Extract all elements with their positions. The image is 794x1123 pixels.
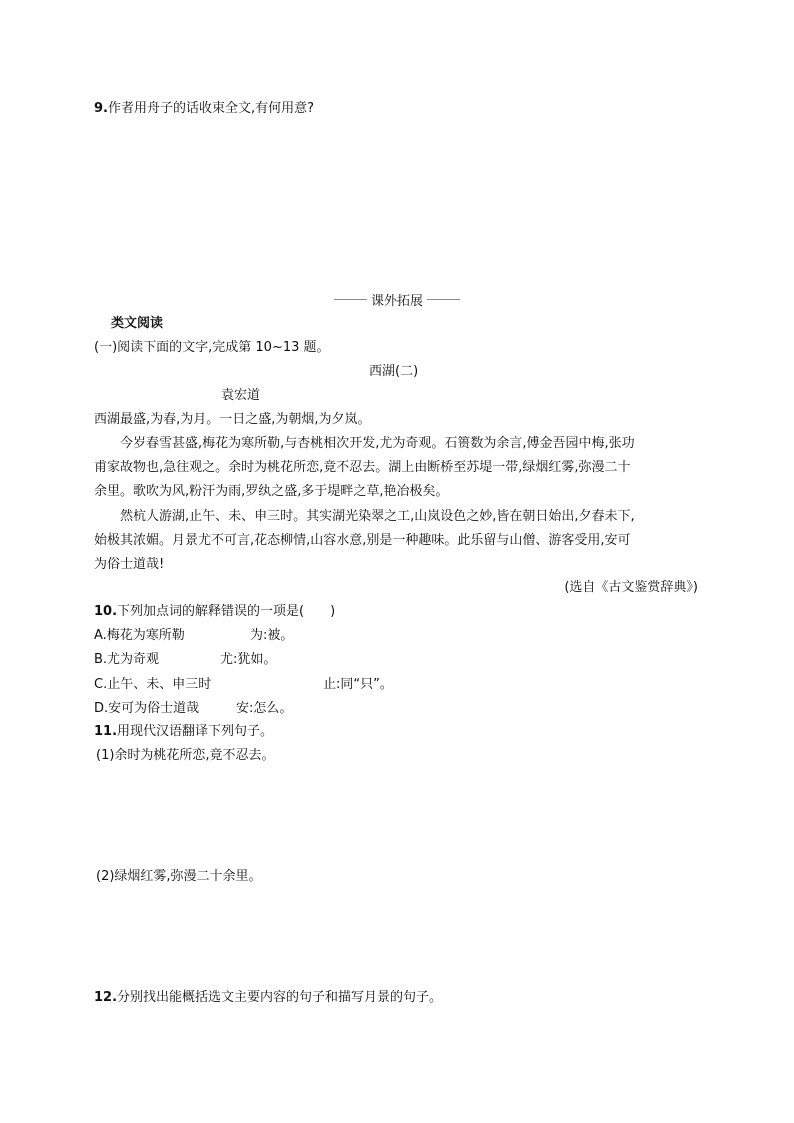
- passage-line: 今岁春雪甚盛,梅花为寒所勒,与杏桃相次开发,尤为奇观。石篑数为余言,傅金吾园中梅,张功: [120, 436, 635, 451]
- passage-line: 余里。歌吹为风,粉汗为雨,罗纨之盛,多于堤畔之草,艳冶极矣。: [94, 484, 449, 499]
- question-9: [94, 99, 314, 119]
- passage-author: 袁宏道: [221, 388, 261, 403]
- passage-title: 西湖(二): [369, 364, 419, 379]
- subsection-heading: 类文阅读: [111, 316, 164, 331]
- question-number: 10.: [94, 604, 118, 619]
- option-a: [94, 626, 185, 646]
- passage-line: 然杭人游湖,止午、未、申三时。其实湖光染翠之工,山岚设色之妙,皆在朝日始出,夕舂未下,: [120, 509, 635, 524]
- option-a-gloss: 为:被。: [250, 628, 294, 643]
- question-number: 11.: [94, 724, 118, 739]
- title-rule-left: [334, 299, 367, 300]
- question-number: 9.: [94, 101, 108, 116]
- question-text: 用现代汉语翻译下列句子。: [117, 724, 274, 739]
- title-rule-right: [427, 299, 460, 300]
- question-text: 分别找出能概括选文主要内容的句子和描写月景的句子。: [117, 990, 443, 1005]
- question-10: [94, 602, 335, 622]
- option-c: C.止午、未、申三时: [94, 677, 212, 692]
- passage-line: 为俗士道哉!: [94, 557, 165, 572]
- option-d-gloss: 安:怎么。: [236, 701, 293, 716]
- option-d: D.安可为俗士道哉: [94, 701, 200, 716]
- q11-item-2: (2)绿烟红雾,弥漫二十余里。: [96, 869, 262, 884]
- question-12: [94, 988, 442, 1008]
- question-text: 下列加点词的解释错误的一项是( ): [117, 604, 336, 619]
- passage-line: 西湖最盛,为春,为月。一日之盛,为朝烟,为夕岚。: [94, 412, 371, 427]
- part-intro: (一)阅读下面的文字,完成第 10~13 题。: [94, 340, 330, 355]
- option-b-gloss: 尤:犹如。: [220, 652, 277, 667]
- question-number: 12.: [94, 990, 118, 1005]
- option-b: B.尤为奇观: [94, 652, 160, 667]
- passage-line: 始极其浓媚。月景尤不可言,花态柳情,山容水意,别是一种趣味。此乐留与山僧、游客受用,安可: [94, 533, 631, 548]
- passage-line: 甫家故物也,急往观之。余时为桃花所恋,竟不忍去。湖上由断桥至苏堤一带,绿烟红雾,弥漫二十: [94, 460, 631, 475]
- option-c-gloss: 止:同“只”。: [323, 677, 393, 692]
- question-text: 作者用舟子的话收束全文,有何用意?: [107, 101, 315, 116]
- q11-item-1: (1)余时为桃花所恋,竟不忍去。: [96, 748, 275, 763]
- section-title: [334, 288, 460, 310]
- option-text: A.梅花为寒所勒: [94, 628, 185, 643]
- question-11: [94, 722, 273, 742]
- section-title-text: 课外拓展: [371, 293, 424, 309]
- passage-source: (选自《古文鉴赏辞典》): [564, 580, 698, 595]
